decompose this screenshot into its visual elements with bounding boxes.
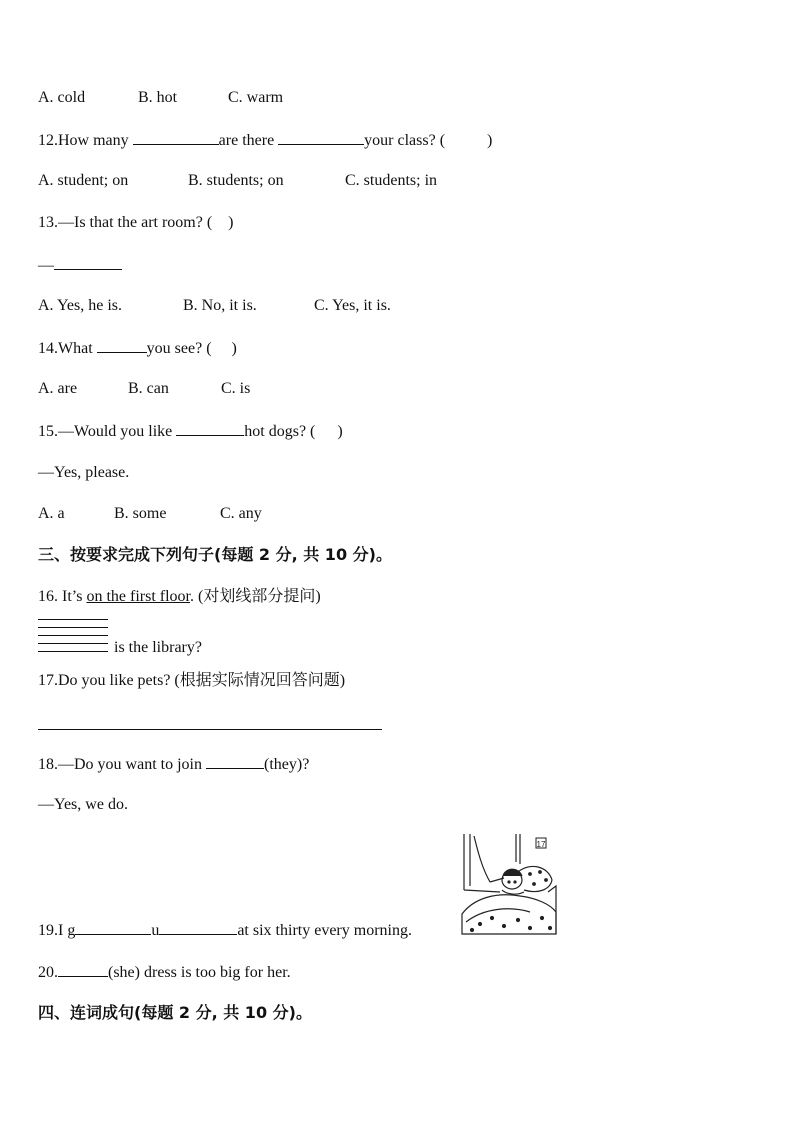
q19-text-pre: 19.I g — [38, 922, 76, 939]
q14-option-b[interactable]: B. can — [128, 380, 169, 397]
q12-option-b[interactable]: B. students; on — [188, 172, 284, 189]
q18-stem — [38, 754, 309, 775]
q15-text-pre: 15.—Would you like — [38, 423, 173, 440]
illustration-number: 17 — [536, 840, 546, 849]
q12-option-a[interactable]: A. student; on — [38, 172, 129, 189]
q19-text-mid: u — [151, 922, 160, 939]
q13-option-b[interactable]: B. No, it is. — [183, 297, 257, 314]
q11-options — [38, 88, 283, 108]
girl-waking-up-illustration — [460, 832, 558, 936]
q16-text-post: . (对划线部分提问) — [190, 588, 321, 605]
q15-blank[interactable] — [176, 421, 244, 436]
q13-dash: — — [38, 257, 54, 274]
q12-stem — [38, 130, 492, 151]
q13-stem — [38, 213, 234, 233]
section-4-heading: 四、连词成句(每题 2 分, 共 10 分)。 — [38, 1003, 312, 1022]
q19-blank-1[interactable] — [75, 920, 151, 935]
q19-text-post: at six thirty every morning. — [237, 922, 412, 939]
q17-stem: 17.Do you like pets? (根据实际情况回答问题) — [38, 672, 346, 689]
q14-text-close: ) — [231, 340, 237, 357]
q13-text-close: ) — [228, 214, 234, 231]
section-3-heading: 三、按要求完成下列句子(每题 2 分, 共 10 分)。 — [38, 545, 392, 564]
q11-option-c[interactable]: C. warm — [228, 89, 284, 106]
q12-blank-1[interactable] — [133, 130, 219, 145]
q16-answer-tail: is the library? — [114, 639, 202, 656]
q14-option-c[interactable]: C. is — [221, 380, 251, 397]
q19-stem — [38, 920, 412, 941]
q12-options — [38, 171, 437, 191]
q13-option-c[interactable]: C. Yes, it is. — [314, 297, 391, 314]
q16-answer-lines[interactable] — [38, 617, 108, 653]
q20-stem — [38, 962, 291, 983]
q15-options — [38, 504, 262, 524]
q14-blank[interactable] — [97, 338, 147, 353]
q14-option-a[interactable]: A. are — [38, 380, 78, 397]
q18-text-pre: 18.—Do you want to join — [38, 756, 202, 773]
q12-text-post: your class? ( — [364, 132, 446, 149]
q14-stem — [38, 338, 237, 359]
q12-blank-2[interactable] — [278, 130, 364, 145]
q14-text-pre: 14.What — [38, 340, 93, 357]
q15-reply: —Yes, please. — [38, 464, 130, 481]
q16-text-pre: 16. It’s — [38, 588, 87, 605]
q14-text-post: you see? ( — [146, 340, 212, 357]
q11-option-a[interactable]: A. cold — [38, 89, 86, 106]
q18-text-post: (they)? — [264, 756, 310, 773]
q17-answer-line[interactable] — [38, 729, 382, 730]
q12-text-close: ) — [487, 132, 493, 149]
q12-option-c[interactable]: C. students; in — [345, 172, 438, 189]
q16-stem — [38, 587, 321, 607]
q18-blank[interactable] — [206, 754, 264, 769]
q12-text-mid: are there — [218, 132, 275, 149]
q18-reply: —Yes, we do. — [38, 796, 128, 813]
q16-underlined-phrase: on the first floor — [86, 588, 190, 605]
q20-number: 20. — [38, 964, 58, 981]
q13-blank[interactable] — [54, 255, 122, 270]
q13-option-a[interactable]: A. Yes, he is. — [38, 297, 123, 314]
q13-reply — [38, 255, 122, 276]
q11-option-b[interactable]: B. hot — [138, 89, 178, 106]
q15-option-c[interactable]: C. any — [220, 505, 262, 522]
q13-options — [38, 296, 391, 316]
q12-text-pre: 12.How many — [38, 132, 129, 149]
q15-text-close: ) — [337, 423, 343, 440]
q15-option-b[interactable]: B. some — [114, 505, 167, 522]
q14-options — [38, 379, 250, 399]
q20-text-post: (she) dress is too big for her. — [108, 964, 291, 981]
q20-blank[interactable] — [58, 962, 108, 977]
q15-text-post: hot dogs? ( — [244, 423, 316, 440]
q15-option-a[interactable]: A. a — [38, 505, 65, 522]
q13-text: 13.—Is that the art room? ( — [38, 214, 213, 231]
q15-stem — [38, 421, 343, 442]
q19-blank-2[interactable] — [159, 920, 237, 935]
